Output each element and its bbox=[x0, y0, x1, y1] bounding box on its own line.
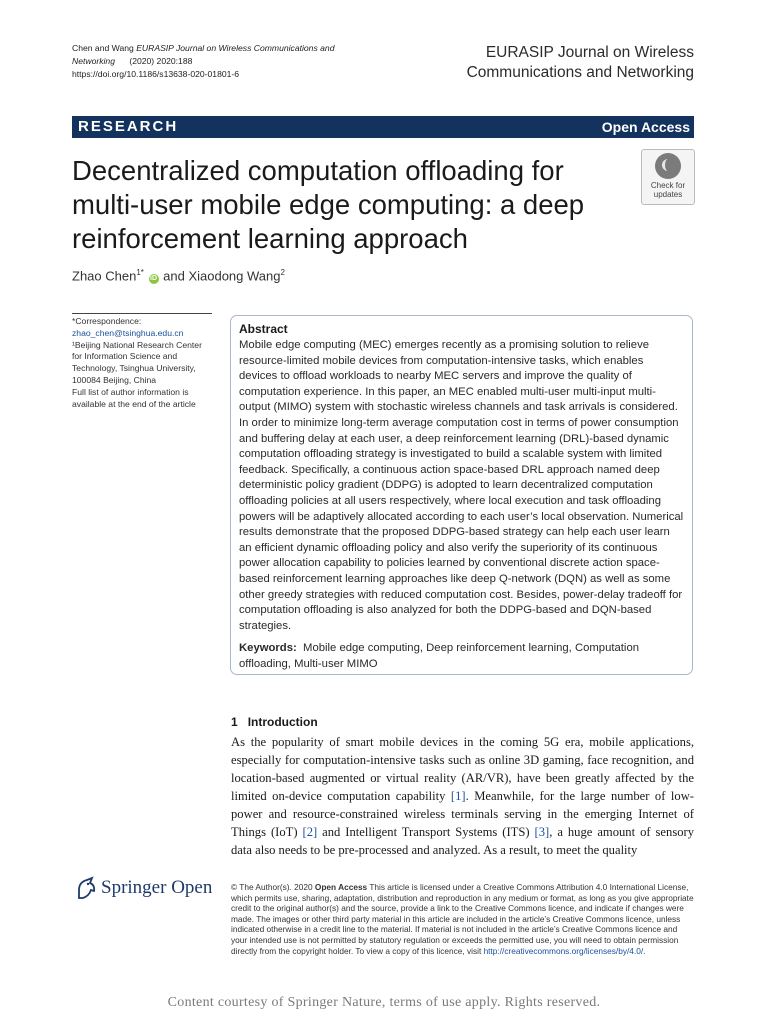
journal-name-line2: Communications and Networking bbox=[466, 64, 694, 81]
citation-link-2[interactable]: [2] bbox=[302, 825, 318, 839]
article-type-banner bbox=[72, 116, 694, 138]
affiliation-text: ¹Beijing National Research Center for Information Science and Technology, Tsinghua University, 100084 Beijing, China bbox=[72, 339, 202, 385]
license-notice: © The Author(s). 2020 Open Access This article is licensed under a Creative Commons Attribution 4.0 International License, which permits use, sharing, adaptation, distribution and reproduction in any medium or format, as long as you give appropriate credit to the original author(s) and the source, provide a link to the Creative Commons licence, and indicate if changes were made. The images or other third party material in this article are included in the article’s Creative Commons licence, unless indicated otherwise in a credit line to the material. If material is not included in the article’s Creative Commons licence and your intended use is not permitted by statutory regulation or exceeds the permitted use, you will need to obtain permission directly from the copyright holder. To view a copy of this licence, visit http://creativecommons.org/licenses/by/4.0/. bbox=[231, 882, 694, 956]
citation-year-id: (2020) 2020:188 bbox=[129, 56, 193, 66]
author-first: Zhao Chen bbox=[72, 268, 137, 284]
citation-journal: EURASIP Journal on Wireless Communications and Networking bbox=[72, 43, 335, 66]
springer-open-logo bbox=[73, 876, 218, 902]
article-type-label: RESEARCH bbox=[78, 118, 179, 135]
journal-name bbox=[394, 43, 694, 83]
check-for-updates-button[interactable] bbox=[641, 149, 695, 205]
citation-link-1[interactable]: [1] bbox=[450, 789, 466, 803]
author-second-sup: 2 bbox=[280, 268, 285, 277]
author-second: and Xiaodong Wang bbox=[163, 268, 281, 284]
doi-link[interactable]: https://doi.org/10.1186/s13638-020-01801-6 bbox=[72, 69, 240, 79]
abstract-box bbox=[230, 315, 693, 675]
license-open-access: Open Access bbox=[314, 882, 368, 892]
open-access-label: Open Access bbox=[601, 119, 690, 135]
abstract-heading: Abstract bbox=[239, 322, 288, 336]
section-number: 1 bbox=[231, 715, 238, 729]
springer-horse-icon bbox=[73, 876, 99, 902]
introduction-paragraph: As the popularity of smart mobile devices in the coming 5G era, mobile applications, especially for computation-intensive tasks such as online 3D gaming, face recognition, and location-based augmented or virtual reality (AR/VR), have been greatly affected by the limited on-device computation capability [1]. Meanwhile, for the large number of low-power and resource-constrained wireless terminals serving in the emerging Internet of Things (IoT) [2] and Intelligent Transport Systems (ITS) [3], a huge amount of sensory data also needs to be pre-processed and analyzed. As a result, to meet the quality bbox=[231, 735, 695, 857]
abstract-body: Mobile edge computing (MEC) emerges recently as a promising solution to relieve resource-limited mobile devices from computation-intensive tasks, which enables devices to offload workloads to nearby MEC servers and improve the quality of computation experience. In this paper, an MEC enabled multi-user multi-input multi-output (MIMO) system with stochastic wireless channels and task arrivals is considered. In order to minimize long-term average computation cost in terms of power consumption and buffering delay at each user, a deep reinforcement learning (DRL)-based dynamic computation offloading strategy is investigated to build a scalable system with limited feedback. Specifically, a continuous action space-based DRL approach named deep deterministic policy gradient (DDPG) is adopted to learn decentralized computation offloading policies at all users respectively, where local execution and task offloading powers will be adaptively allocated according to each user’s local observation. Numerical results demonstrate that the proposed DDPG-based strategy can help each user learn an efficient dynamic offloading policy and also verify the superiority of its continuous power allocation capability to policies learned by conventional discrete action space-based reinforcement learning approaches like deep Q-network (DQN) as well as some other greedy strategies with reduced computation cost. Besides, power-delay tradeoff for computation offloading is also analyzed for both the DDPG-based and DQN-based strategies. bbox=[239, 339, 684, 632]
journal-name-line1: EURASIP Journal on Wireless bbox=[485, 44, 694, 61]
correspondence-sidebar bbox=[72, 313, 212, 410]
keywords bbox=[239, 640, 684, 672]
correspondence-email-link[interactable]: zhao_chen@tsinghua.edu.cn bbox=[72, 327, 184, 338]
author-info-note: Full list of author information is available at the end of the article bbox=[72, 386, 196, 409]
section-heading-introduction bbox=[231, 715, 318, 729]
keywords-label: Keywords: bbox=[239, 642, 297, 655]
springer-open-wordmark: Springer Open bbox=[101, 877, 213, 898]
content-courtesy-note: Content courtesy of Springer Nature, terms of use apply. Rights reserved. bbox=[167, 995, 601, 1010]
citation-authors: Chen and Wang bbox=[72, 43, 134, 53]
orcid-icon[interactable]: iD bbox=[150, 275, 158, 283]
citation-link-3[interactable]: [3] bbox=[534, 825, 550, 839]
check-updates-label: Check for updates bbox=[650, 181, 686, 199]
license-url-link[interactable]: http://creativecommons.org/licenses/by/4.0/ bbox=[483, 945, 644, 956]
keywords-list: Mobile edge computing, Deep reinforcement learning, Computation offloading, Multi-user MIMO bbox=[239, 642, 640, 671]
check-updates-icon bbox=[655, 153, 681, 179]
author-first-sup: 1* bbox=[136, 268, 144, 277]
citation-header bbox=[72, 42, 372, 81]
correspondence-label: *Correspondence: bbox=[72, 316, 142, 326]
section-title: Introduction bbox=[247, 715, 318, 729]
author-list bbox=[72, 268, 285, 284]
article-title: Decentralized computation offloading for multi-user mobile edge computing: a deep reinforcement learning approach bbox=[72, 155, 585, 254]
